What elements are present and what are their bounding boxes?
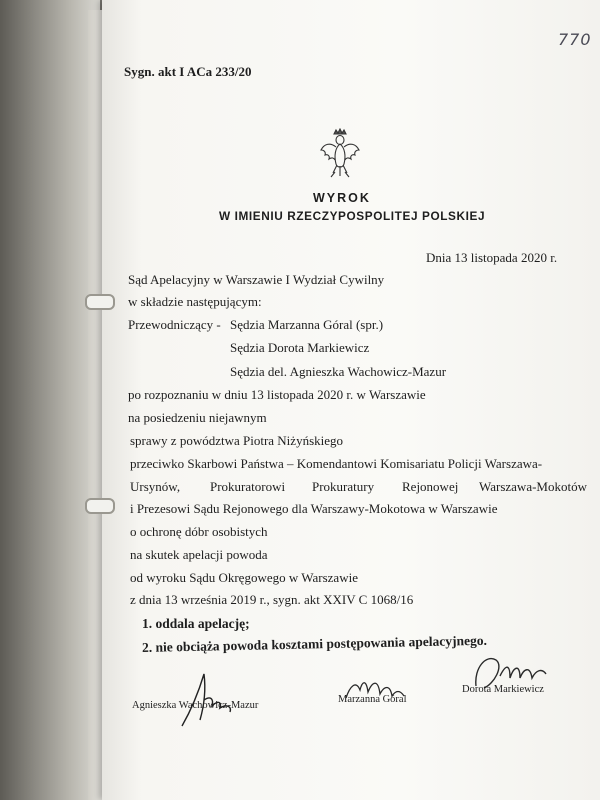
binder-ring-upper [85,294,115,310]
judgment-title: WYROK [313,191,371,205]
signature-name-markiewicz: Dorota Markiewicz [462,684,544,695]
plaintiff-line: sprawy z powództwa Piotra Niżyńskiego [130,433,344,448]
judge-presiding: Sędzia Marzanna Góral (spr.) [230,317,384,332]
defendant-line-2-word-5: Warszawa-Mokotów [479,479,587,494]
composition-intro: w składzie następującym: [128,294,262,309]
judgment-subtitle: W IMIENIU RZECZYPOSPOLITEJ POLSKIEJ [219,209,486,223]
signature-name-wachowicz-mazur: Agnieszka Wachowicz-Mazur [132,700,259,711]
signature-scribble-wachowicz-mazur [160,660,250,730]
presiding-label: Przewodniczący - [128,317,221,332]
appeal-basis: na skutek apelacji powoda [130,547,268,562]
ruling-2: 2. nie obciąża powoda kosztami postępowania apelacyjnego. [141,632,488,655]
hearing-info: po rozpoznaniu w dniu 13 listopada 2020 r. w Warszawie [128,387,426,402]
handwritten-page-number: 770 [558,30,592,49]
defendant-line-2-word-3: Prokuratury [312,479,375,494]
judgment-date: Dnia 13 listopada 2020 r. [426,250,558,265]
lower-court-ref: z dnia 13 września 2019 r., sygn. akt XXIV C 1068/16 [130,592,414,607]
binder-background [0,0,100,800]
defendant-line-2-word-4: Rejonowej [402,479,459,494]
court-name: Sąd Apelacyjny w Warszawie I Wydział Cywilny [128,272,385,287]
document-page [102,0,600,800]
judge-third: Sędzia del. Agnieszka Wachowicz-Mazur [230,364,447,379]
judge-second: Sędzia Dorota Markiewicz [230,340,370,355]
polish-eagle-emblem-icon [318,128,362,180]
defendant-line-2-word-1: Ursynów, [130,479,181,494]
case-reference: Sygn. akt I ACa 233/20 [124,64,252,79]
case-subject: o ochronę dóbr osobistych [130,524,268,539]
binder-ring-lower [85,498,115,514]
session-type: na posiedzeniu niejawnym [128,410,267,425]
defendant-line-3: i Prezesowi Sądu Rejonowego dla Warszawy-Mokotowa w Warszawie [130,501,498,516]
lower-court: od wyroku Sądu Okręgowego w Warszawie [130,570,358,585]
signature-name-goral: Marzanna Góral [338,694,407,705]
defendant-line-1: przeciwko Skarbowi Państwa – Komendantowi Komisariatu Policji Warszawa- [130,456,543,471]
ruling-1: 1. oddala apelację; [142,616,250,631]
defendant-line-2-word-2: Prokuratorowi [210,479,286,494]
